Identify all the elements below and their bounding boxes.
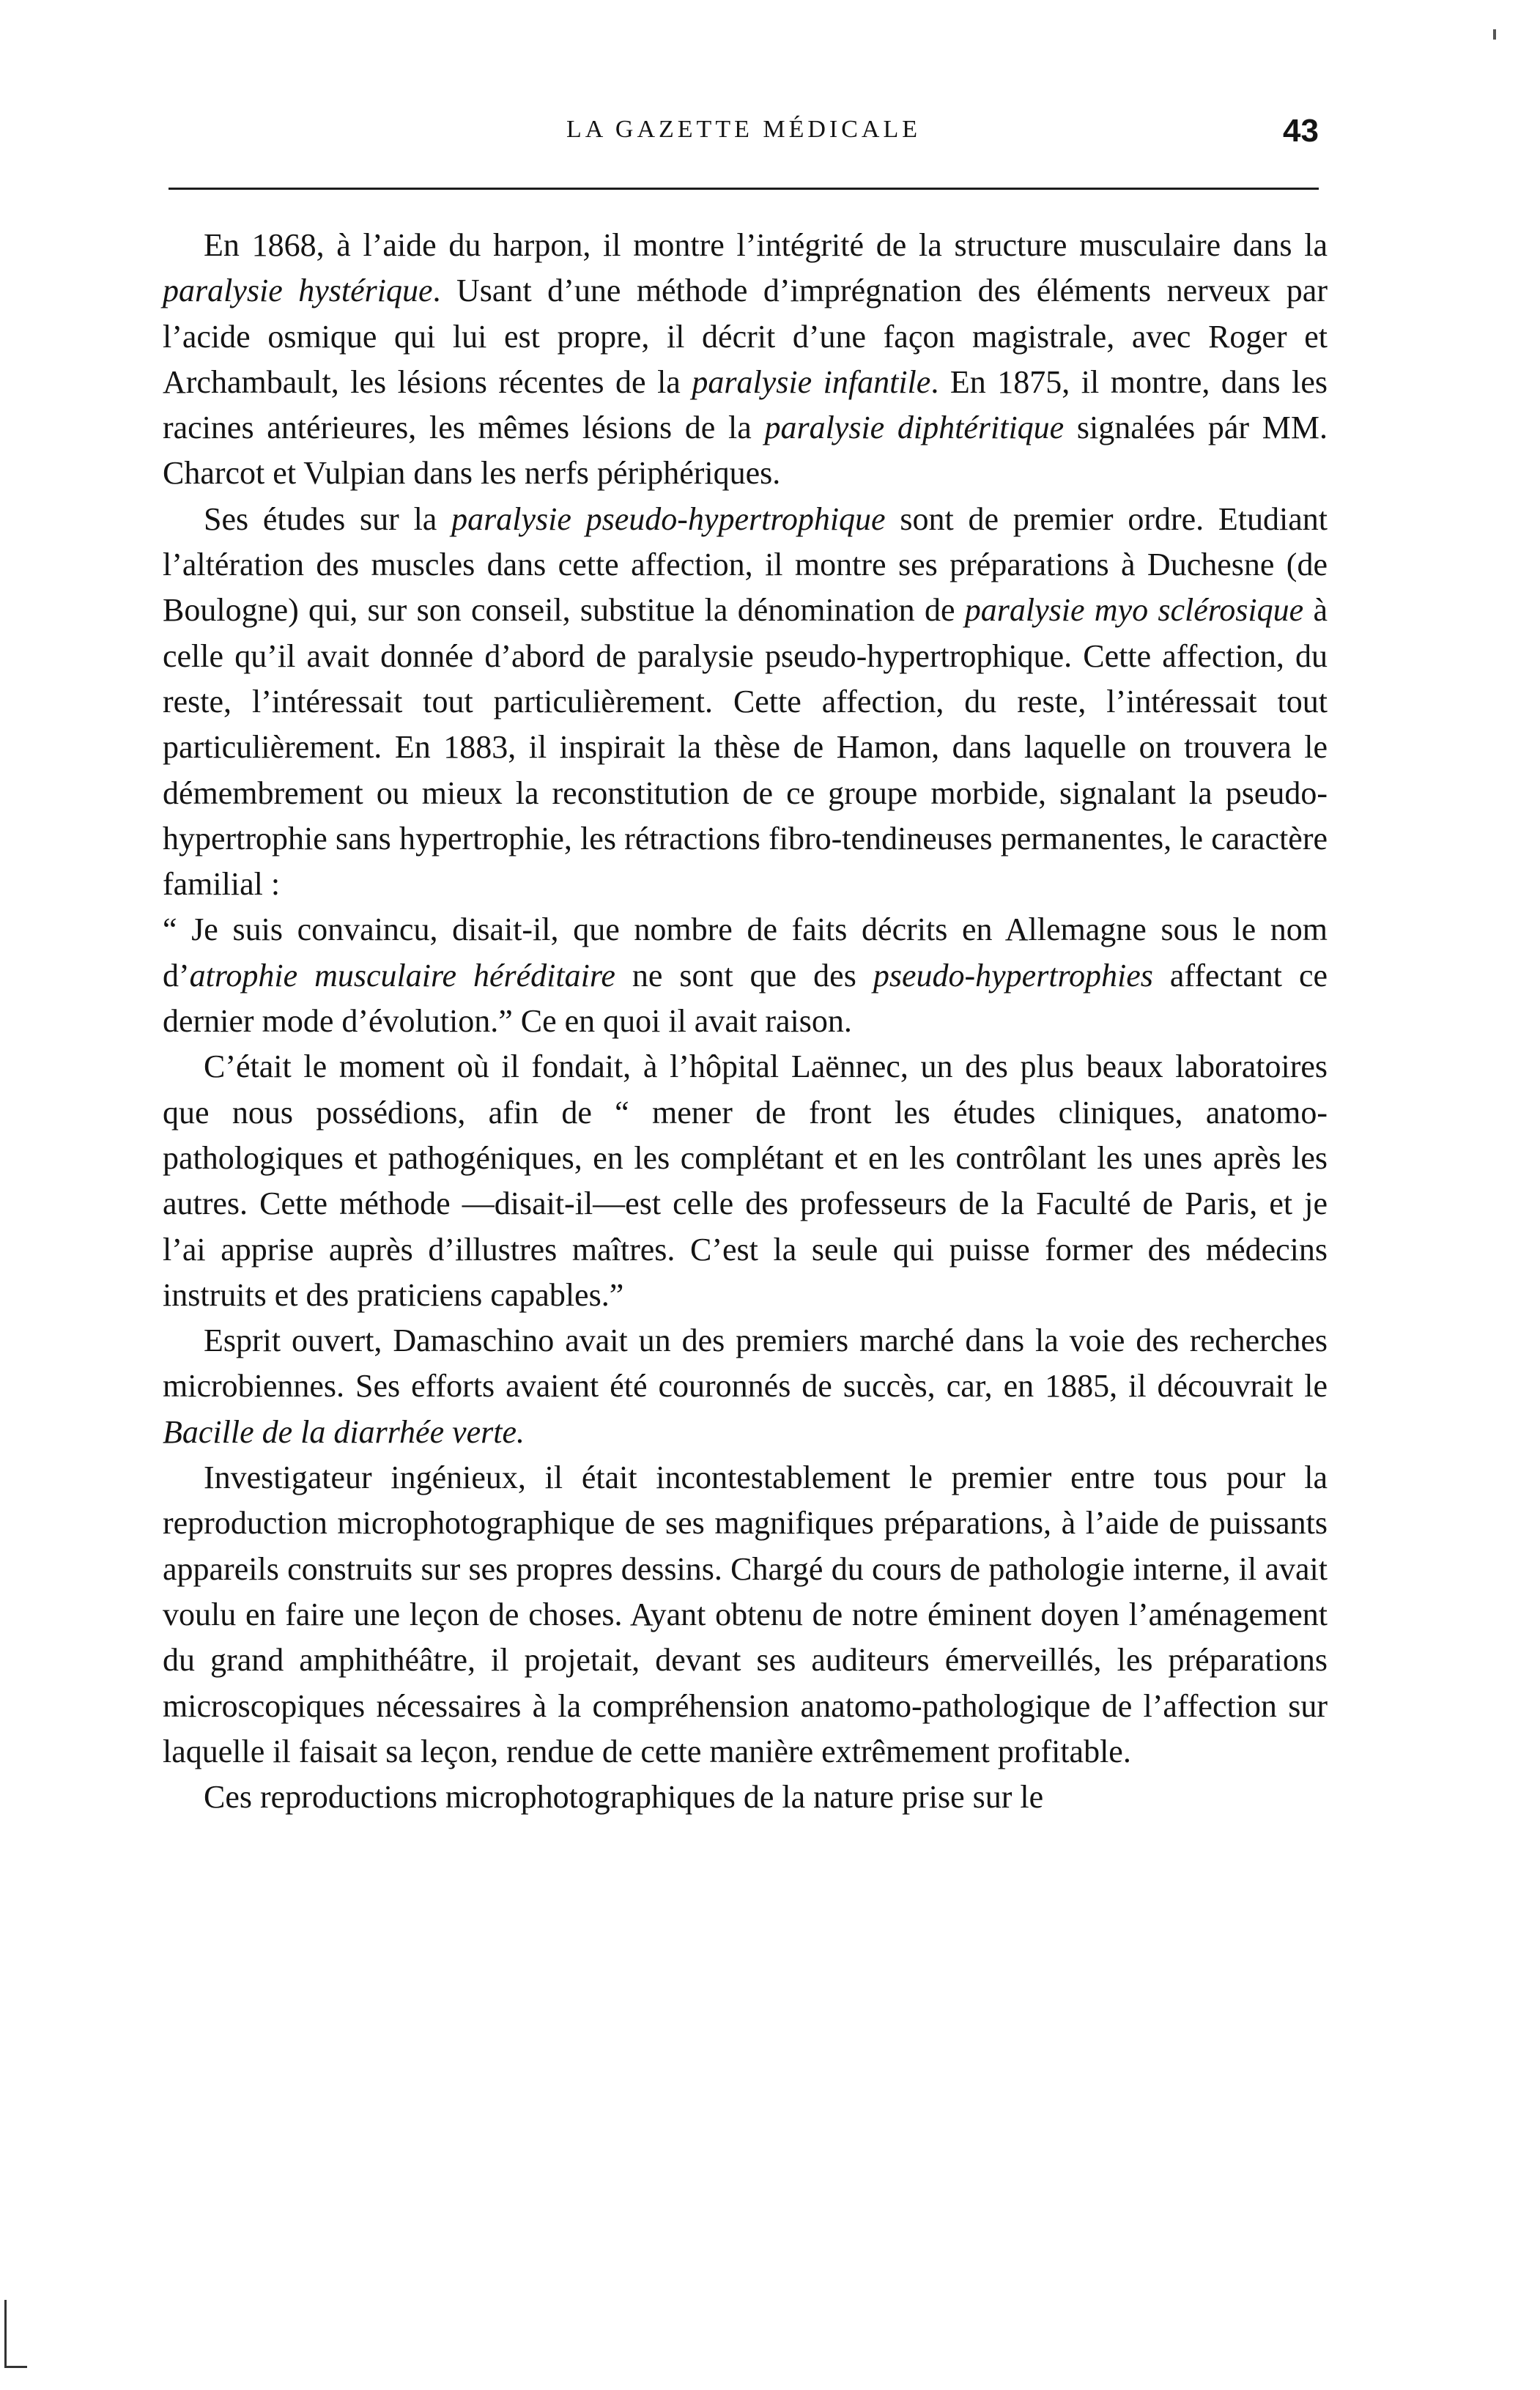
italic-text: paralysie diphtéritique [764,410,1065,446]
text-segment: “ Je suis convaincu, disait-il, que nombre de faits décrits en Allemagne sous le nom d’ [163,911,1328,994]
text-segment: En 1868, à l’aide du harpon, il montre l’intégrité de la structure musculaire dans la [204,227,1328,263]
italic-text: paralysie myo sclérosique [964,592,1304,629]
scan-corner-mark [4,2300,27,2368]
text-segment: Investigateur ingénieux, il était incontestablement le premier entre tous pour la reproduction microphotographique de ses magnifiques préparations, à l’aide de puissants appareils construits sur ses propres dessins. Chargé du cours de pathologie interne, il avait voulu en faire une leçon de choses. Ayant obtenu de notre éminent doyen l’aménagement du grand amphithéâtre, il projetait, devant ses auditeurs émerveillés, les préparations microscopiques nécessaires à la compréhension anatomo-pathologique de l’affection sur laquelle il faisait sa leçon, rendue de cette manière extrêmement profitable. [163,1459,1328,1769]
running-title: LA GAZETTE MÉDICALE [566,116,922,143]
text-segment: Esprit ouvert, Damaschino avait un des premiers marché dans la voie des recherches microbiennes. Ses efforts avaient été couronnés de succès, car, en 1885, il découvrait le [163,1322,1328,1405]
italic-text: Bacille de la diarrhée verte. [163,1413,525,1450]
text-segment: Ses études sur la [204,500,452,537]
text-segment: affectant ce dernier mode d’évolution.” Ce en quoi il avait raison. [163,957,1328,1040]
italic-text: paralysie infantile [692,363,931,400]
italic-text: paralysie hystérique [163,273,433,309]
text-segment: C’était le moment où il fondait, à l’hôpital Laënnec, un des plus beaux laboratoires que nous possédions, afin de “ mener de front les études cliniques, anatomo-pathologiques et pathogéniques, en les complétant et en les contrôlant les unes après les autres. Cette méthode —disait-il—est celle des professeurs de la Faculté de Paris, et je l’ai apprise auprès d’illustres maîtres. C’est la seule qui puisse former des médecins instruits et des praticiens capables.” [163,1048,1328,1313]
header-rule [169,188,1319,190]
text-segment: signalées pár MM. Charcot et Vulpian dans les nerfs périphériques. [163,410,1328,492]
text-segment: à celle qu’il avait donnée d’abord de paralysie pseudo-hypertrophique. Cette affection, du reste, l’intéressait tout particulièrement. Cette affection, du reste, l’intéressait tout particulièrement. En 1883, il inspirait la thèse de Hamon, dans laquelle on trouvera le démembrement ou mieux la reconstitution de ce groupe morbide, signalant la pseudo-hypertrophie sans hypertrophie, les rétractions fibro-tendineuses permanentes, le caractère familial : [163,592,1328,903]
text-segment: Ces reproductions microphotographiques de la nature prise sur le [204,1779,1044,1816]
paragraph-p5 [163,1318,1328,1455]
paragraph-p3 [163,907,1328,1044]
paragraph-p7 [163,1775,1328,1820]
italic-text: pseudo-hypertrophies [873,957,1153,994]
text-segment: . Usant d’une méthode d’imprégnation des éléments nerveux par l’acide osmique qui lui est propre, il décrit d’une façon magistrale, avec Roger et Archambault, les lésions récentes de la [163,273,1328,400]
text-segment: sont de premier ordre. Etudiant l’altération des muscles dans cette affection, il montre ses préparations à Duchesne (de Boulogne) qui, sur son conseil, substitue la dénomination de [163,500,1328,629]
print-speck [1493,29,1496,40]
page-header [169,113,1319,160]
text-segment: . En 1875, il montre, dans les racines antérieures, les mêmes lésions de la [163,363,1328,446]
paragraph-p1 [163,223,1328,497]
paragraph-p6 [163,1455,1328,1775]
body-text [163,223,1328,1820]
paragraph-p4 [163,1044,1328,1318]
text-segment: ne sont que des [615,957,873,994]
paragraph-p2 [163,497,1328,908]
italic-text: paralysie pseudo-hypertrophique [451,500,886,537]
italic-text: atrophie musculaire héréditaire [189,957,615,994]
page-number: 43 [1283,113,1319,149]
